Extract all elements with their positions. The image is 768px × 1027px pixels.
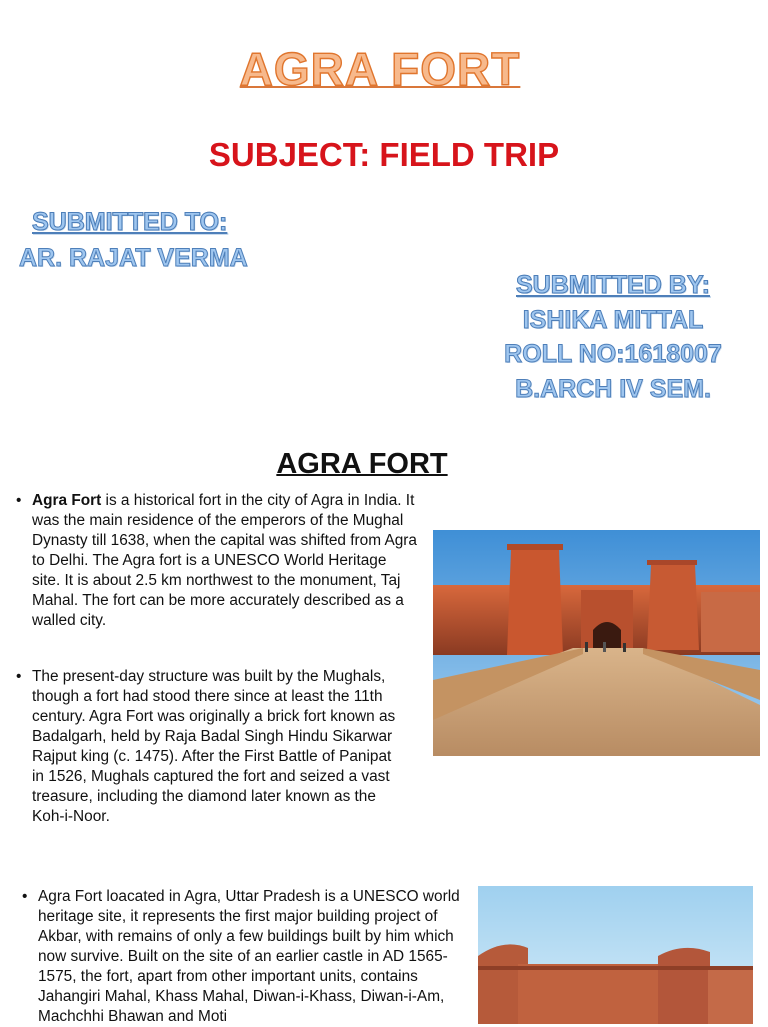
paragraph-unesco	[22, 887, 482, 1027]
subject-heading: SUBJECT: FIELD TRIP	[208, 136, 560, 173]
submitted-to-name: AR. RAJAT VERMA	[19, 244, 248, 272]
bullet-icon: •	[16, 668, 22, 685]
course-info: B.ARCH IV SEM.	[515, 374, 711, 403]
paragraph-unesco-text: Agra Fort loacated in Agra, Uttar Pradesh is a UNESCO world heritage site, it represents the first major building project of Akbar, with remains of only a few buildings built by him which now survive. Built on the site of an earlier castle in AD 1565-1575, the fort, apart from other important units, contains Jahangiri Mahal, Khass Mahal, Diwan-i-Khass, Diwan-i-Am, Machchhi Bhawan and Moti	[38, 888, 460, 1025]
bullet-icon: •	[16, 492, 22, 509]
page-title: AGRA FORT	[239, 43, 521, 95]
paragraph-history	[16, 667, 407, 827]
submitted-by-name: ISHIKA MITTAL	[522, 305, 704, 334]
submitted-to-label: SUBMITTED TO:	[32, 208, 228, 236]
paragraph-intro-text: is a historical fort in the city of Agra in India. It was the main residence of the emperors of the Mughal Dynasty till 1638, when the capital was shifted from Agra to Delhi. The Agra fort is a UNESCO World Heritage site. It is about 2.5 km northwest to the monument, Taj Mahal. The fort can be more accurately described as a walled city.	[32, 492, 417, 629]
bullet-icon: •	[22, 888, 28, 905]
agra-fort-photo	[433, 530, 760, 756]
submitted-by-label: SUBMITTED BY:	[516, 271, 710, 299]
fort-walls-photo	[478, 886, 753, 1024]
section-title: AGRA FORT	[276, 448, 448, 480]
roll-number: ROLL NO:1618007	[504, 340, 722, 368]
paragraph-history-text: The present-day structure was built by the Mughals, though a fort had stood there since at least the 11th century. Agra Fort was originally a brick fort known as Badalgarh, held by Raja Badal Singh Hindu Sikarwar Rajput king (c. 1475). After the First Battle of Panipat in 1526, Mughals captured the fort and seized a vast treasure, including the diamond later known as the Koh-i-Noor.	[32, 668, 396, 825]
paragraph-intro	[16, 491, 417, 631]
paragraph-intro-bold: Agra Fort	[32, 492, 102, 509]
submitted-by-block	[498, 268, 728, 406]
